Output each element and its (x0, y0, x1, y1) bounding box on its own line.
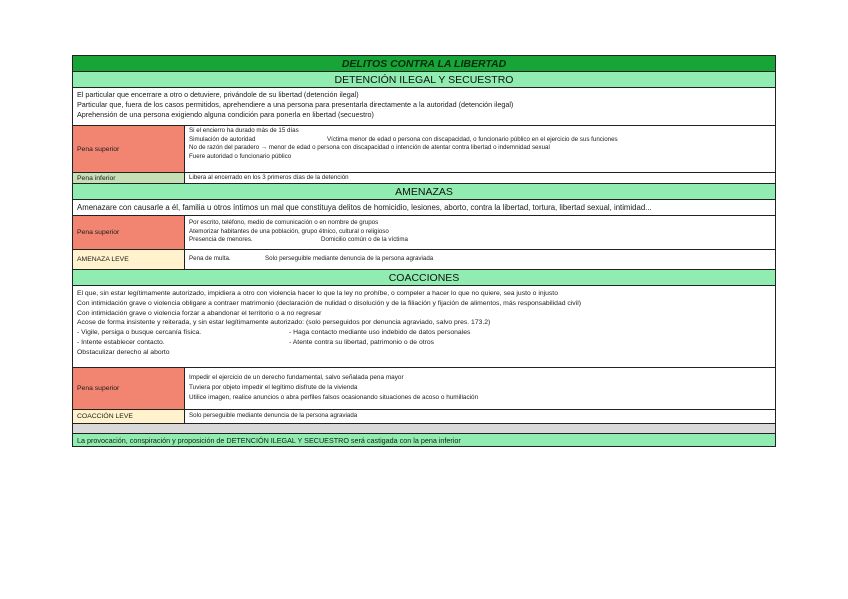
coacciones-desc-line (77, 338, 771, 348)
list-item: Utilice imagen, realice anuncios o abra perfiles falsos ocasionando situaciones de acoso o humillación (189, 394, 479, 401)
list-item: Si el encierro ha durado más de 15 días (189, 127, 299, 134)
delitos-sheet (72, 55, 776, 447)
amenazas-description (73, 200, 775, 216)
list-item (189, 136, 771, 145)
coacciones-pena-superior-list (185, 368, 775, 409)
coacciones-desc-line: Acose de forma insistente y reiterada, y sin estar legítimamente autorizado: (solo perseguidos por denuncia agraviado, salvo pres. 173.2) (77, 319, 491, 327)
detencion-pena-inferior-text: Libera al encerrado en los 3 primeros días de la detención (189, 174, 349, 181)
list-item-part: Simulación de autoridad (189, 135, 256, 143)
list-item-part: Víctima menor de edad o persona con discapacidad, o funcionario público en el ejercicio de sus funciones (327, 135, 618, 143)
amenaza-leve-label: AMENAZA LEVE (73, 250, 185, 269)
list-item: No de razón del paradero → menor de edad o persona con discapacidad o intención de atentar contra libertad o indemnidad sexual (189, 144, 550, 152)
desc-part: - Intente establecer contacto. (77, 338, 165, 346)
coacciones-desc-line: Con intimidación grave o violencia obligare a contraer matrimonio (declaración de nulidad o disolución y de la filiación y fijación de alimentos, más responsabilidad civil) (77, 299, 581, 307)
coacciones-desc-line (77, 328, 771, 338)
detencion-pena-superior-row (73, 126, 775, 173)
desc-part: - Haga contacto mediante uso indebido de datos personales (289, 329, 471, 337)
detencion-pena-inferior-row (73, 173, 775, 184)
pena-inferior-label: Pena inferior (73, 173, 185, 183)
amenazas-pena-superior-row (73, 216, 775, 250)
list-item-part: Domicilio común o de la víctima (321, 236, 408, 244)
pena-superior-label: Pena superior (73, 126, 185, 172)
coacciones-pena-superior-row (73, 368, 775, 410)
coacciones-desc-line: Con intimidación grave o violencia forzar a abandonar el territorio o a no regresar (77, 309, 322, 317)
list-item: Impedir el ejercicio de un derecho fundamental, salvo señalada pena mayor (189, 374, 404, 381)
detencion-desc-line: El particular que encerrare a otro o detuviere, privándole de su libertad (detención ilegal) (77, 90, 359, 99)
coacciones-description (73, 286, 775, 368)
section-amenazas-heading: AMENAZAS (73, 184, 775, 200)
sheet-title: DELITOS CONTRA LA LIBERTAD (73, 56, 775, 72)
footer-note: La provocación, conspiración y proposición de DETENCIÓN ILEGAL Y SECUESTRO será castigada con la pena inferior (73, 434, 775, 446)
coaccion-leve-label: COACCIÓN LEVE (73, 410, 185, 423)
list-item: Por escrito, teléfono, medio de comunicación o en nombre de grupos (189, 219, 379, 226)
pena-superior-label: Pena superior (73, 216, 185, 249)
desc-part: - Vigile, persiga o busque cercanía física. (77, 329, 202, 337)
detencion-description (73, 88, 775, 126)
list-item-part: Presencia de menores. (189, 236, 253, 244)
list-item: Fuere autoridad o funcionario público (189, 152, 292, 160)
list-item: Tuviera por objeto impedir el legítimo disfrute de la vivienda (189, 384, 358, 391)
coaccion-leve-text: Solo perseguible mediante denuncia de la persona agraviada (189, 412, 358, 420)
detencion-desc-line: Particular que, fuera de los casos permitidos, aprehendiere a una persona para presentarla directamente a la autoridad (detención ilegal) (77, 100, 514, 109)
section-coacciones-heading: COACCIONES (73, 270, 775, 286)
list-item (189, 236, 771, 245)
amenaza-leve-row (73, 250, 775, 270)
coacciones-desc-line: Obstaculizar derecho al aborto (77, 348, 170, 356)
detencion-desc-line: Aprehensión de una persona exigiendo alguna condición para ponerla en libertad (secuestro) (77, 110, 374, 119)
amenaza-leve-part: Pena de multa. (189, 255, 231, 263)
amenaza-leve-part: Solo perseguible mediante denuncia de la persona agraviada (265, 255, 434, 263)
desc-part: - Atente contra su libertad, patrimonio o de otros (289, 338, 435, 346)
coacciones-desc-line: El que, sin estar legítimamente autorizado, impidiera a otro con violencia hacer lo que la ley no prohíbe, o compeler a hacer lo que no quiere, sea justo o injusto (77, 290, 558, 297)
spacer-row (73, 424, 775, 434)
amenazas-pena-superior-list (185, 216, 775, 249)
amenazas-desc-line: Amenazare con causarle a él, familia u otros íntimos un mal que constituya delitos de homicidio, lesiones, aborto, contra la libertad, tortura, libertad sexual, intimidad... (77, 203, 652, 212)
detencion-pena-superior-list (185, 126, 775, 172)
list-item: Atemorizar habitantes de una población, grupo étnico, cultural o religioso (189, 227, 389, 235)
pena-superior-label: Pena superior (73, 368, 185, 409)
section-detencion-heading: DETENCIÓN ILEGAL Y SECUESTRO (73, 72, 775, 88)
coaccion-leve-row (73, 410, 775, 424)
amenaza-leve-text (185, 250, 775, 269)
